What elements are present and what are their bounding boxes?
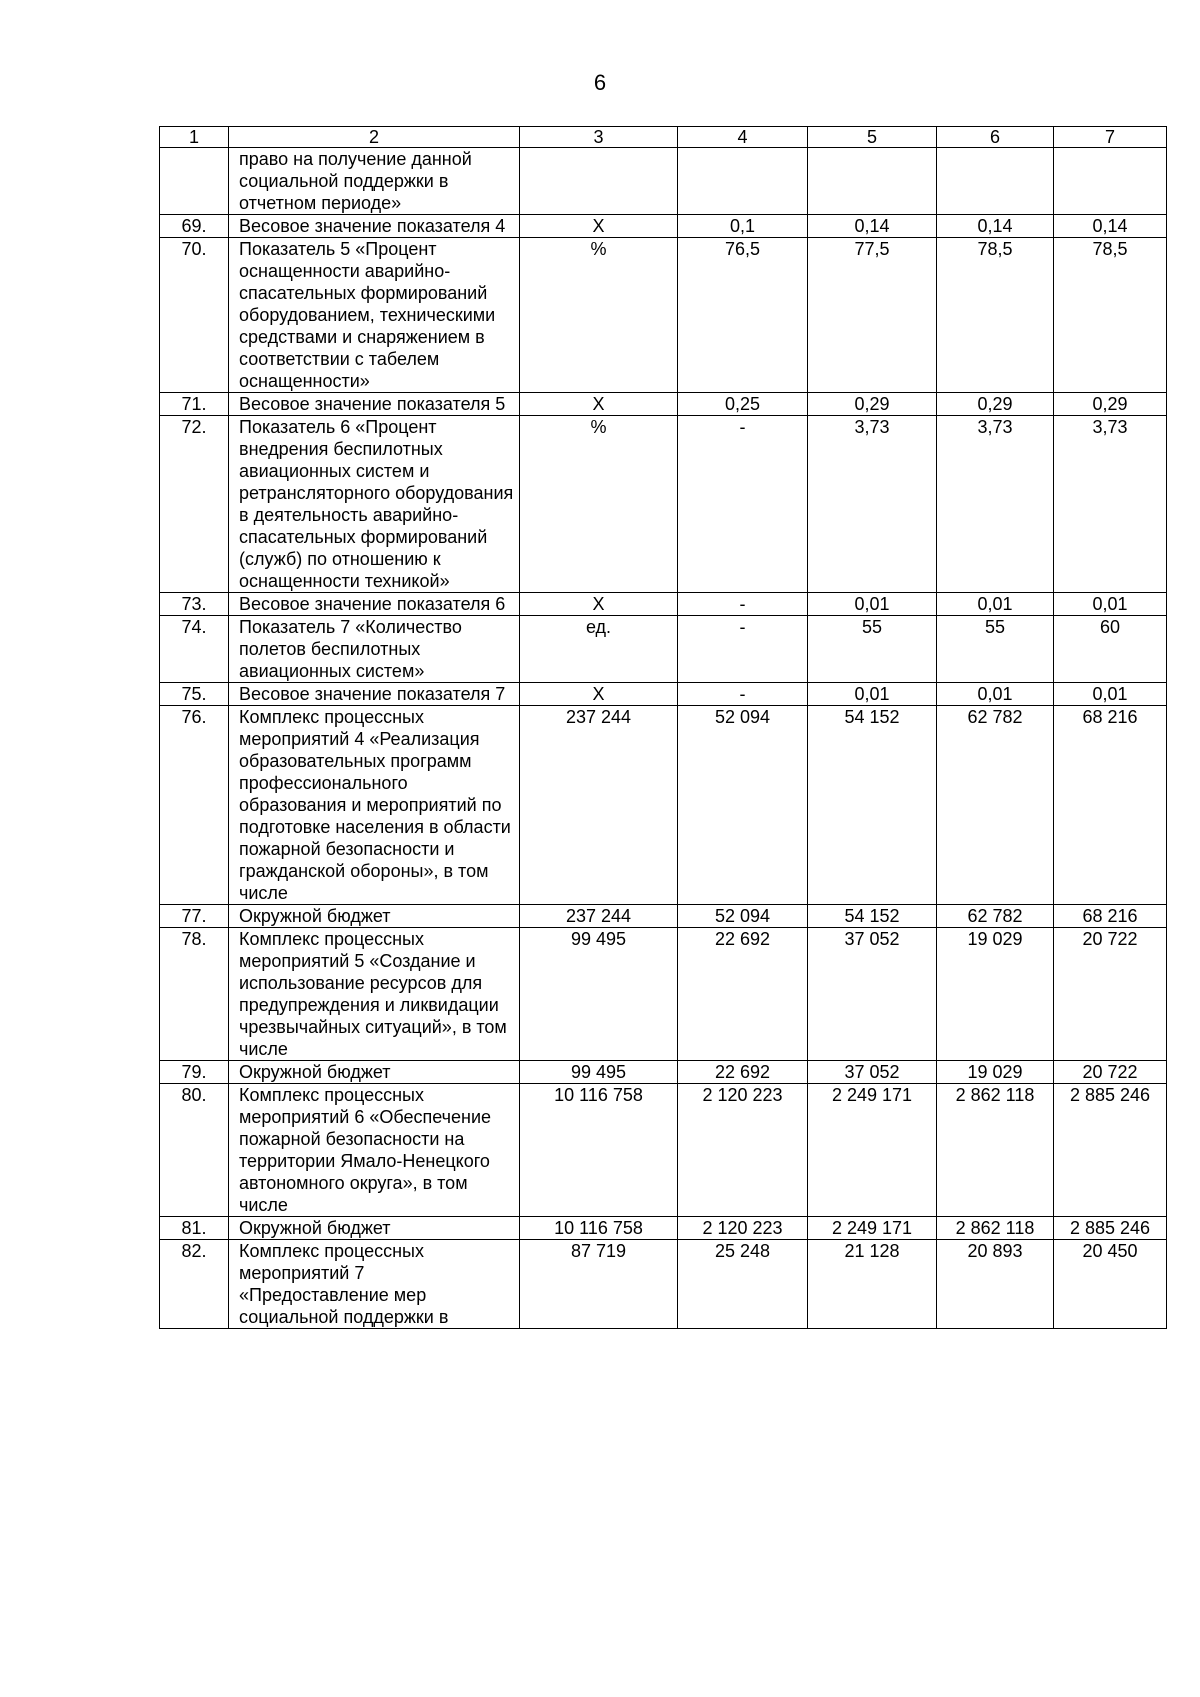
column-header-6: 6 — [937, 127, 1054, 148]
value-cell-col-7: 3,73 — [1054, 416, 1167, 593]
row-number-cell: 74. — [160, 616, 229, 683]
indicator-name-cell: Весовое значение показателя 4 — [229, 215, 520, 238]
column-header-5: 5 — [808, 127, 937, 148]
indicator-name-cell: Комплекс процессных мероприятий 6 «Обеспечение пожарной безопасности на территории Ямало-Ненецкого автономного округа», в том числе — [229, 1084, 520, 1217]
value-cell-col-5: 0,29 — [808, 393, 937, 416]
row-number-cell: 82. — [160, 1240, 229, 1329]
table-row — [160, 238, 1167, 393]
value-cell-col-7: 0,01 — [1054, 683, 1167, 706]
row-number-cell: 71. — [160, 393, 229, 416]
value-cell-col-3: % — [520, 238, 678, 393]
value-cell-col-6: 0,01 — [937, 593, 1054, 616]
table-body — [160, 127, 1167, 1329]
value-cell-col-6: 19 029 — [937, 1061, 1054, 1084]
value-cell-col-6: 3,73 — [937, 416, 1054, 593]
indicator-name-cell: Весовое значение показателя 7 — [229, 683, 520, 706]
value-cell-col-3: Х — [520, 593, 678, 616]
value-cell-col-5: 37 052 — [808, 928, 937, 1061]
row-number-cell: 78. — [160, 928, 229, 1061]
indicator-name-cell: Окружной бюджет — [229, 1061, 520, 1084]
value-cell-col-3: Х — [520, 393, 678, 416]
column-header-4: 4 — [678, 127, 808, 148]
value-cell-col-3: Х — [520, 683, 678, 706]
value-cell-col-6 — [937, 148, 1054, 215]
indicator-name-cell: Весовое значение показателя 6 — [229, 593, 520, 616]
value-cell-col-6: 2 862 118 — [937, 1084, 1054, 1217]
table-row — [160, 928, 1167, 1061]
value-cell-col-3: 10 116 758 — [520, 1217, 678, 1240]
value-cell-col-3: % — [520, 416, 678, 593]
row-number-cell — [160, 148, 229, 215]
row-number-cell: 77. — [160, 905, 229, 928]
value-cell-col-3: 237 244 — [520, 905, 678, 928]
row-number-cell: 72. — [160, 416, 229, 593]
value-cell-col-7: 20 722 — [1054, 1061, 1167, 1084]
row-number-cell: 80. — [160, 1084, 229, 1217]
indicator-name-cell: Комплекс процессных мероприятий 7 «Предоставление мер социальной поддержки в — [229, 1240, 520, 1329]
indicator-name-cell: Комплекс процессных мероприятий 5 «Создание и использование ресурсов для предупреждения и ликвидации чрезвычайных ситуаций», в том числе — [229, 928, 520, 1061]
row-number-cell: 73. — [160, 593, 229, 616]
indicator-name-cell: Показатель 5 «Процент оснащенности аварийно-спасательных формирований оборудованием, техническими средствами и снаряжением в соответствии с табелем оснащенности» — [229, 238, 520, 393]
budget-table — [159, 126, 1167, 1329]
table-row — [160, 1084, 1167, 1217]
column-header-2: 2 — [229, 127, 520, 148]
value-cell-col-3: ед. — [520, 616, 678, 683]
value-cell-col-4: 2 120 223 — [678, 1084, 808, 1217]
value-cell-col-6: 55 — [937, 616, 1054, 683]
value-cell-col-4: 76,5 — [678, 238, 808, 393]
value-cell-col-4: 22 692 — [678, 928, 808, 1061]
table-row — [160, 616, 1167, 683]
value-cell-col-6: 62 782 — [937, 905, 1054, 928]
value-cell-col-5 — [808, 148, 937, 215]
table-header-row — [160, 127, 1167, 148]
value-cell-col-7: 20 722 — [1054, 928, 1167, 1061]
value-cell-col-4: - — [678, 683, 808, 706]
value-cell-col-6: 19 029 — [937, 928, 1054, 1061]
value-cell-col-5: 55 — [808, 616, 937, 683]
value-cell-col-7: 68 216 — [1054, 706, 1167, 905]
value-cell-col-6: 0,14 — [937, 215, 1054, 238]
value-cell-col-7: 0,14 — [1054, 215, 1167, 238]
value-cell-col-3 — [520, 148, 678, 215]
value-cell-col-6: 20 893 — [937, 1240, 1054, 1329]
table-row — [160, 416, 1167, 593]
value-cell-col-3: 99 495 — [520, 1061, 678, 1084]
table-row — [160, 593, 1167, 616]
value-cell-col-6: 2 862 118 — [937, 1217, 1054, 1240]
value-cell-col-7: 60 — [1054, 616, 1167, 683]
value-cell-col-6: 0,29 — [937, 393, 1054, 416]
indicator-name-cell: Окружной бюджет — [229, 905, 520, 928]
value-cell-col-4: 2 120 223 — [678, 1217, 808, 1240]
value-cell-col-4 — [678, 148, 808, 215]
indicator-name-cell: Показатель 6 «Процент внедрения беспилотных авиационных систем и ретрансляторного оборудования в деятельность аварийно-спасательных формирований (служб) по отношению к оснащенности техникой» — [229, 416, 520, 593]
table-row — [160, 683, 1167, 706]
value-cell-col-3: Х — [520, 215, 678, 238]
indicator-name-cell: Окружной бюджет — [229, 1217, 520, 1240]
page-number: 6 — [593, 70, 607, 95]
value-cell-col-5: 2 249 171 — [808, 1084, 937, 1217]
value-cell-col-3: 10 116 758 — [520, 1084, 678, 1217]
table-row — [160, 1240, 1167, 1329]
value-cell-col-5: 3,73 — [808, 416, 937, 593]
table-row — [160, 905, 1167, 928]
indicator-name-cell: право на получение данной социальной поддержки в отчетном периоде» — [229, 148, 520, 215]
value-cell-col-3: 237 244 — [520, 706, 678, 905]
value-cell-col-5: 0,14 — [808, 215, 937, 238]
value-cell-col-7: 2 885 246 — [1054, 1084, 1167, 1217]
table-row — [160, 1061, 1167, 1084]
value-cell-col-5: 54 152 — [808, 706, 937, 905]
value-cell-col-7: 0,29 — [1054, 393, 1167, 416]
indicator-name-cell: Весовое значение показателя 5 — [229, 393, 520, 416]
row-number-cell: 75. — [160, 683, 229, 706]
column-header-7: 7 — [1054, 127, 1167, 148]
value-cell-col-4: 52 094 — [678, 905, 808, 928]
value-cell-col-6: 62 782 — [937, 706, 1054, 905]
value-cell-col-4: 0,25 — [678, 393, 808, 416]
value-cell-col-3: 87 719 — [520, 1240, 678, 1329]
column-header-3: 3 — [520, 127, 678, 148]
value-cell-col-7: 2 885 246 — [1054, 1217, 1167, 1240]
indicator-name-cell: Комплекс процессных мероприятий 4 «Реализация образовательных программ профессионального образования и мероприятий по подготовке населения в области пожарной безопасности и гражданской обороны», в том числе — [229, 706, 520, 905]
value-cell-col-5: 2 249 171 — [808, 1217, 937, 1240]
indicator-name-cell: Показатель 7 «Количество полетов беспилотных авиационных систем» — [229, 616, 520, 683]
value-cell-col-4: - — [678, 416, 808, 593]
value-cell-col-5: 77,5 — [808, 238, 937, 393]
value-cell-col-4: - — [678, 593, 808, 616]
value-cell-col-4: 0,1 — [678, 215, 808, 238]
value-cell-col-5: 54 152 — [808, 905, 937, 928]
row-number-cell: 79. — [160, 1061, 229, 1084]
value-cell-col-5: 0,01 — [808, 683, 937, 706]
value-cell-col-4: 22 692 — [678, 1061, 808, 1084]
table-row — [160, 706, 1167, 905]
row-number-cell: 76. — [160, 706, 229, 905]
value-cell-col-7 — [1054, 148, 1167, 215]
table-row — [160, 215, 1167, 238]
value-cell-col-4: 52 094 — [678, 706, 808, 905]
row-number-cell: 70. — [160, 238, 229, 393]
row-number-cell: 81. — [160, 1217, 229, 1240]
value-cell-col-7: 68 216 — [1054, 905, 1167, 928]
value-cell-col-5: 37 052 — [808, 1061, 937, 1084]
table-row — [160, 148, 1167, 215]
value-cell-col-3: 99 495 — [520, 928, 678, 1061]
row-number-cell: 69. — [160, 215, 229, 238]
value-cell-col-6: 0,01 — [937, 683, 1054, 706]
value-cell-col-5: 21 128 — [808, 1240, 937, 1329]
value-cell-col-4: - — [678, 616, 808, 683]
value-cell-col-4: 25 248 — [678, 1240, 808, 1329]
column-header-1: 1 — [160, 127, 229, 148]
table-row — [160, 393, 1167, 416]
value-cell-col-7: 78,5 — [1054, 238, 1167, 393]
value-cell-col-5: 0,01 — [808, 593, 937, 616]
table-row — [160, 1217, 1167, 1240]
value-cell-col-6: 78,5 — [937, 238, 1054, 393]
value-cell-col-7: 20 450 — [1054, 1240, 1167, 1329]
value-cell-col-7: 0,01 — [1054, 593, 1167, 616]
